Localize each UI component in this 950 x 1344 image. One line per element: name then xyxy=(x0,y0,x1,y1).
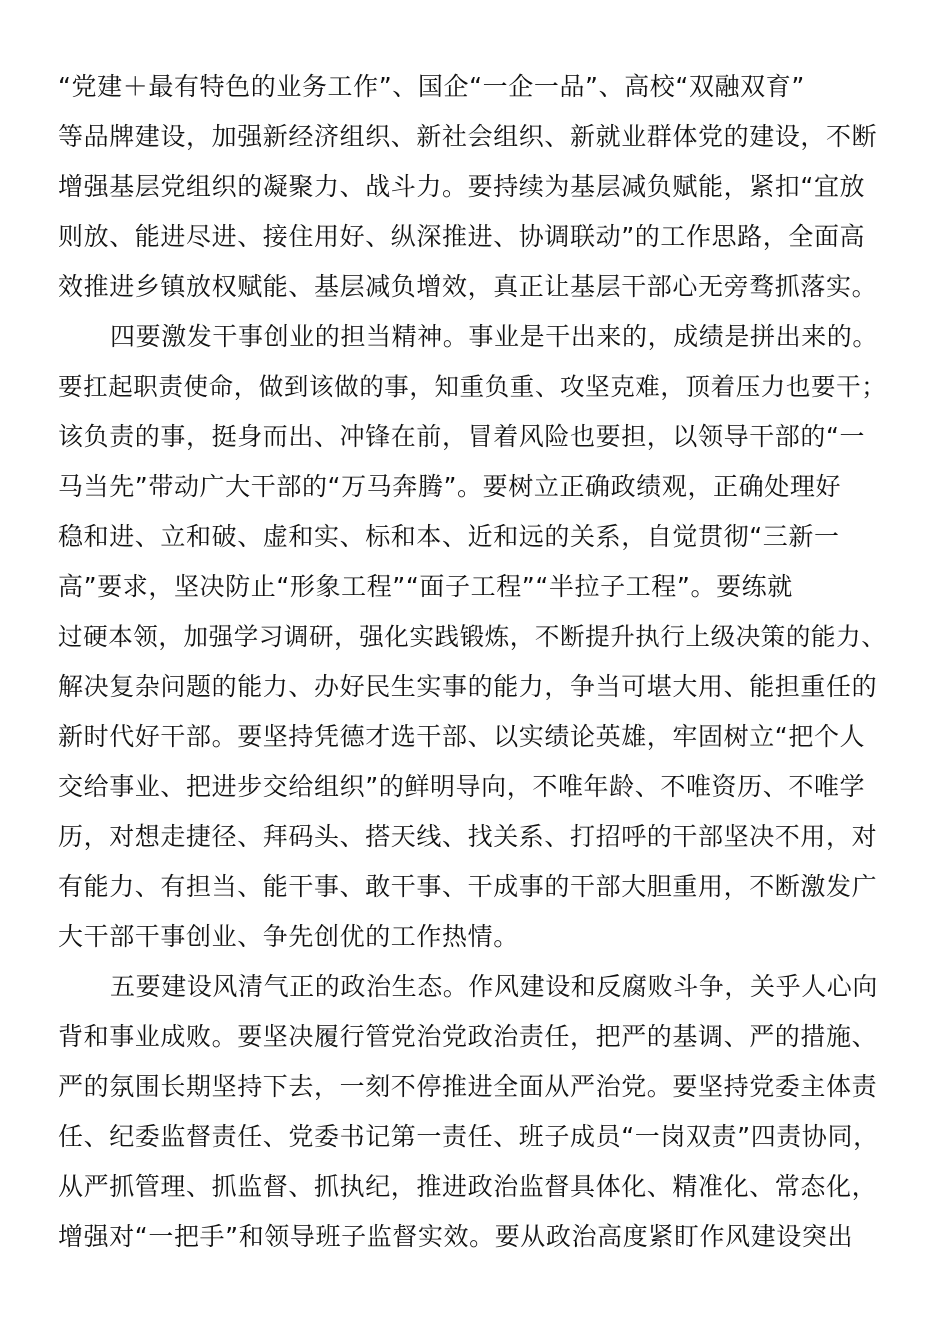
text-line: 任、纪委监督责任、党委书记第一责任、班子成员“一岗双责”四责协同， xyxy=(58,1122,879,1151)
text-line: 高”要求，坚决防止“形象工程”“面子工程”“半拉子工程”。要练就 xyxy=(58,572,793,601)
text-line: 有能力、有担当、能干事、敢干事、干成事的干部大胆重用，不断激发广 xyxy=(58,872,878,901)
paragraph-3 xyxy=(58,962,898,1262)
paragraph-1 xyxy=(58,62,898,312)
text-line: 五要建设风清气正的政治生态。作风建设和反腐败斗争，关乎人心向 xyxy=(110,972,879,1001)
text-line: 等品牌建设，加强新经济组织、新社会组织、新就业群体党的建设，不断 xyxy=(58,122,878,151)
text-line: 大干部干事创业、争先创优的工作热情。 xyxy=(58,922,519,951)
text-line: 稳和进、立和破、虚和实、标和本、近和远的关系，自觉贯彻“三新一 xyxy=(58,522,840,551)
text-line: 严的氛围长期坚持下去，一刻不停推进全面从严治党。要坚持党委主体责 xyxy=(58,1072,878,1101)
text-line: 增强基层党组织的凝聚力、战斗力。要持续为基层减负赋能，紧扣“宜放 xyxy=(58,172,866,201)
text-line: 效推进乡镇放权赋能、基层减负增效，真正让基层干部心无旁骛抓落实。 xyxy=(58,272,878,301)
text-line: 该负责的事，挺身而出、冲锋在前，冒着风险也要担，以领导干部的“一 xyxy=(58,422,866,451)
text-line: 过硬本领，加强学习调研，强化实践锻炼，不断提升执行上级决策的能力、 xyxy=(58,622,887,651)
text-line: 则放、能进尽进、接住用好、纵深推进、协调联动”的工作思路，全面高 xyxy=(58,222,866,251)
text-line: 交给事业、把进步交给组织”的鲜明导向，不唯年龄、不唯资历、不唯学 xyxy=(58,772,866,801)
text-line: 新时代好干部。要坚持凭德才选干部、以实绩论英雄，牢固树立“把个人 xyxy=(58,722,866,751)
text-line: 马当先”带动广大干部的“万马奔腾”。要树立正确政绩观，正确处理好 xyxy=(58,472,842,501)
text-line: “党建＋最有特色的业务工作”、国企“一企一品”、高校“双融双育” xyxy=(58,72,805,101)
paragraph-2 xyxy=(58,312,898,962)
text-line: 增强对“一把手”和领导班子监督实效。要从政治高度紧盯作风建设突出 xyxy=(58,1222,854,1251)
text-line: 历，对想走捷径、拜码头、搭天线、找关系、打招呼的干部坚决不用，对 xyxy=(58,822,878,851)
document-page xyxy=(58,62,898,1262)
text-line: 四要激发干事创业的担当精神。事业是干出来的，成绩是拼出来的。 xyxy=(110,322,879,351)
text-line: 从严抓管理、抓监督、抓执纪，推进政治监督具体化、精准化、常态化， xyxy=(58,1172,878,1201)
text-line: 要扛起职责使命，做到该做的事，知重负重、攻坚克难，顶着压力也要干； xyxy=(58,372,887,401)
text-line: 解决复杂问题的能力、办好民生实事的能力，争当可堪大用、能担重任的 xyxy=(58,672,878,701)
text-line: 背和事业成败。要坚决履行管党治党政治责任，把严的基调、严的措施、 xyxy=(58,1022,878,1051)
